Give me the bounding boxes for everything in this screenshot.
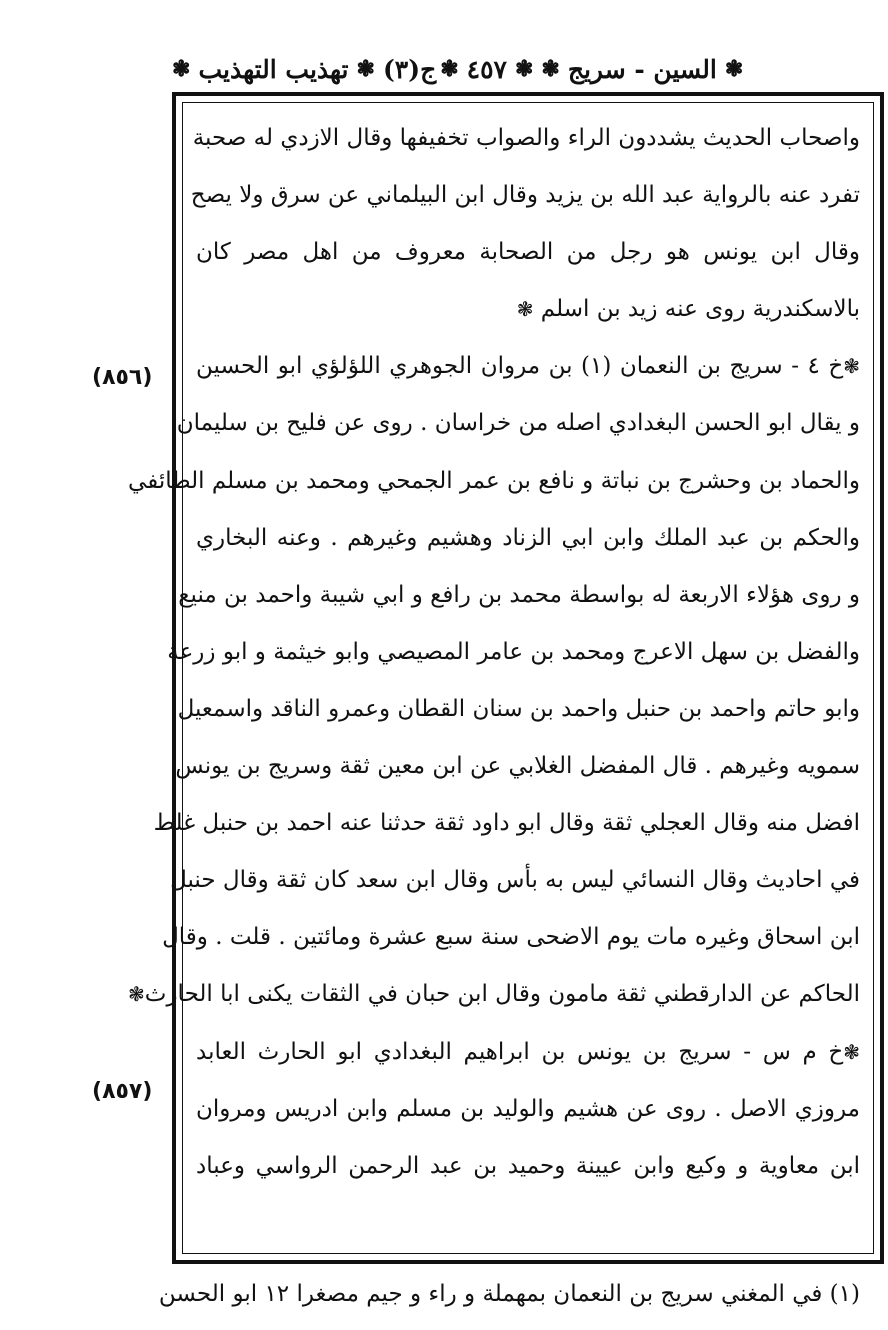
ornament-icon: ❃ [356, 56, 375, 82]
text-line: ابن معاوية و وكيع وابن عيينة وحميد بن عبد الرحمن الرواسي وعباد [196, 1152, 860, 1179]
ornament-icon: ❃ [128, 982, 145, 1007]
header-section-wrap [537, 55, 747, 84]
text-line-content: بالاسكندرية روى عنه زيد بن اسلم [540, 296, 860, 323]
text-line-end [196, 281, 860, 338]
ornament-icon: ❃ [516, 297, 534, 322]
text-line-content: خ ٤ - سريج بن النعمان (١) بن مروان الجوهري اللؤلؤي ابو الحسين [196, 353, 844, 380]
header-page [436, 55, 537, 84]
entry-start-line [196, 1024, 860, 1081]
text-line: افضل منه وقال العجلي ثقة وقال ابو داود ثقة حدثنا عنه احمد بن حنبل غلط [153, 810, 860, 837]
ornament-icon: ❃ [172, 56, 191, 82]
text-line-end [128, 966, 860, 1023]
text-line: وابو حاتم واحمد بن حنبل واحمد بن سنان القطان وعمرو الناقد واسمعيل [177, 695, 860, 722]
header-volume: ج(٣) [382, 54, 437, 84]
page-header [168, 48, 744, 90]
footnote: (١) في المغني سريج بن النعمان بمهملة و راء و جيم مصغرا ١٢ ابو الحسن [158, 1281, 860, 1307]
ornament-icon: ❃ [724, 56, 744, 82]
header-book-title: تهذيب التهذيب [198, 54, 349, 84]
text-line: واصحاب الحديث يشددون الراء والصواب تخفيفها وقال الازدي له صحبة [192, 125, 860, 151]
text-line: والحكم بن عبد الملك وابن ابي الزناد وهشيم وغيرهم . وعنه البخاري [196, 524, 860, 551]
text-line: و روى هؤلاء الاربعة له بواسطة محمد بن رافع و ابي شيبة واحمد بن منيع [178, 581, 860, 608]
header-page-number: ٤٥٧ [466, 54, 507, 84]
ornament-icon: ❃ [514, 56, 534, 82]
header-section: السين - سريج [567, 54, 717, 84]
text-line: تفرد عنه بالرواية عبد الله بن يزيد وقال ابن البيلماني عن سرق ولا يصح [190, 182, 860, 209]
text-line-content: خ م س - سريج بن يونس بن ابراهيم البغدادي ابو الحارث العابد [196, 1038, 844, 1065]
text-line: مروزي الاصل . روى عن هشيم والوليد بن مسلم وابن ادريس ومروان [196, 1095, 860, 1122]
text-line: وقال ابن يونس هو رجل من الصحابة معروف من اهل مصر كان [196, 239, 860, 266]
text-line: سمويه وغيرهم . قال المفضل الغلابي عن ابن معين ثقة وسريج بن يونس [175, 753, 860, 780]
margin-entry-number: (٨٥٧) [92, 1079, 153, 1104]
header-volume-title [168, 55, 436, 84]
margin-entry-number: (٨٥٦) [92, 365, 153, 390]
entry-start-line [196, 338, 860, 395]
text-line-content: الحاكم عن الدارقطني ثقة مامون وقال ابن حبان في الثقات يكنى ابا الحارث [144, 981, 860, 1008]
text-line: والحماد بن وحشرج بن نباتة و نافع بن عمر الجمحي ومحمد بن مسلم الطائفي [128, 467, 860, 494]
ornament-icon: ❃ [843, 1039, 860, 1064]
text-line: ابن اسحاق وغيره مات يوم الاضحى سنة سبع عشرة ومائتين . قلت . وقال [162, 924, 860, 951]
ornament-icon: ❃ [440, 56, 459, 82]
text-line: والفضل بن سهل الاعرج ومحمد بن عامر المصيصي وابو خيثمة و ابو زرعة [167, 638, 860, 665]
ornament-icon: ❃ [843, 354, 860, 379]
main-text [128, 110, 860, 1250]
text-line: و يقال ابو الحسن البغدادي اصله من خراسان . روى عن فليح بن سليمان [176, 410, 860, 437]
text-line: في احاديث وقال النسائي ليس به بأس وقال ابن سعد كان ثقة وقال حنبل [170, 867, 860, 894]
ornament-icon: ❃ [541, 56, 560, 82]
